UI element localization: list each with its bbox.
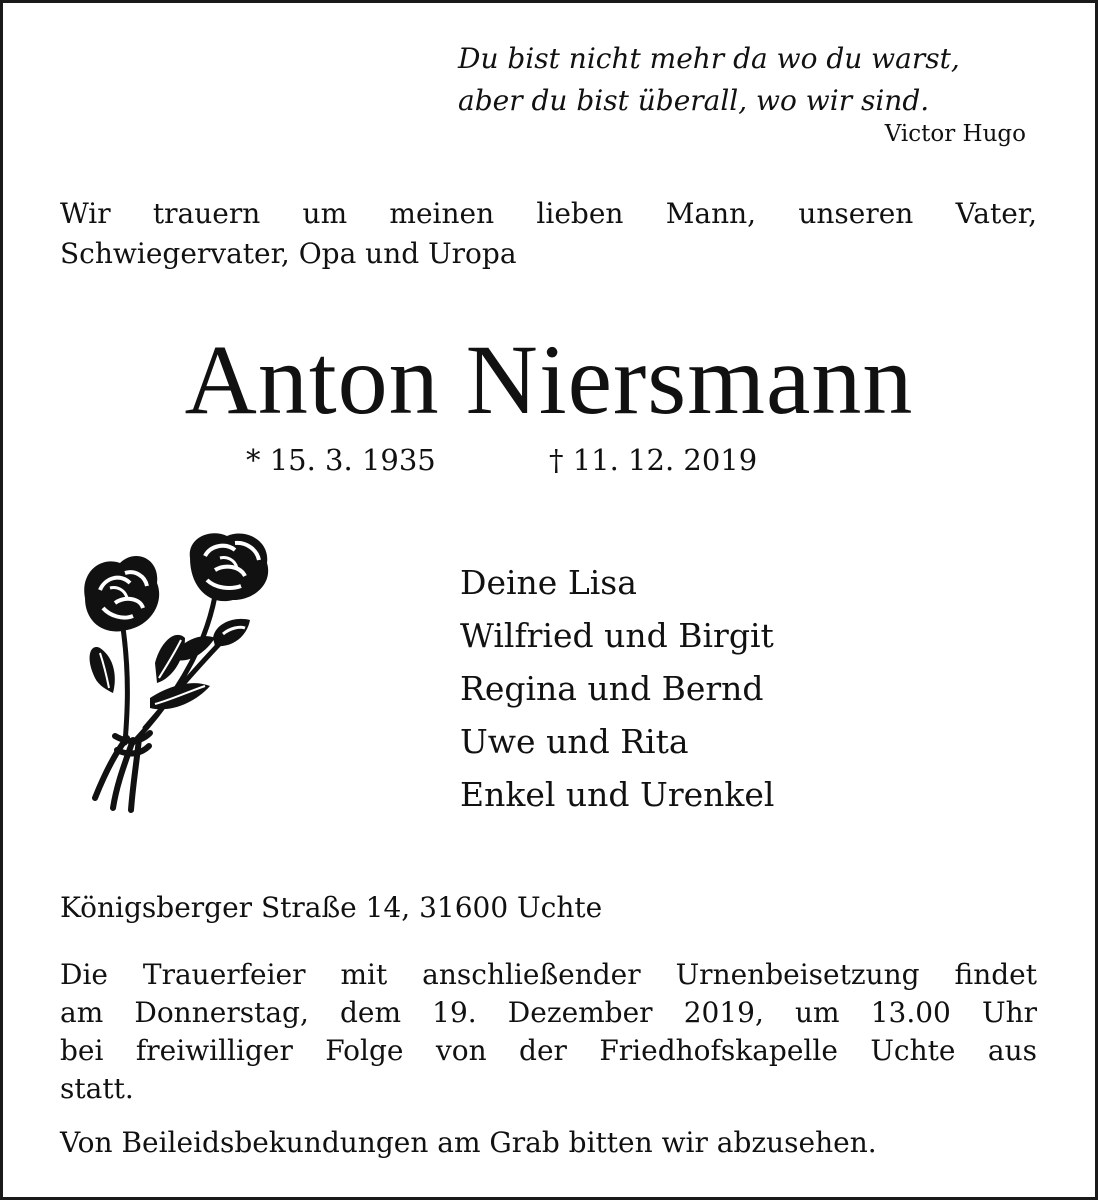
ceremony-line-1: Die Trauerfeier mit anschließender Urnenbeisetzung findet bbox=[60, 958, 1037, 991]
rose-right bbox=[190, 533, 268, 601]
mourner-item: Enkel und Urenkel bbox=[460, 775, 775, 814]
quote-author: Victor Hugo bbox=[884, 121, 1026, 147]
deceased-name: Anton Niersmann bbox=[184, 324, 914, 435]
mourner-item: Uwe und Rita bbox=[460, 722, 689, 761]
birth-date: * 15. 3. 1935 bbox=[246, 443, 436, 477]
roses-icon bbox=[55, 528, 285, 818]
rose-bud bbox=[213, 619, 250, 646]
mourner-item: Deine Lisa bbox=[460, 563, 637, 602]
quote-line-2: aber du bist überall, wo wir sind. bbox=[458, 84, 930, 117]
mourners-list bbox=[460, 556, 774, 821]
quote-block bbox=[420, 38, 1040, 147]
rose-left bbox=[84, 556, 159, 631]
intro-text bbox=[60, 194, 1037, 274]
address: Königsberger Straße 14, 31600 Uchte bbox=[60, 891, 603, 924]
ceremony-notice bbox=[60, 956, 1037, 1108]
intro-line-1: Wir trauern um meinen lieben Mann, unseren Vater, bbox=[60, 197, 1037, 230]
intro-line-2: Schwiegervater, Opa und Uropa bbox=[60, 237, 517, 270]
ceremony-line-4: statt. bbox=[60, 1072, 134, 1105]
ceremony-line-3: bei freiwilliger Folge von der Friedhofskapelle Uchte aus bbox=[60, 1034, 1037, 1067]
death-date: † 11. 12. 2019 bbox=[549, 443, 758, 477]
quote-line-1: Du bist nicht mehr da wo du warst, bbox=[458, 42, 960, 75]
mourner-item: Regina und Bernd bbox=[460, 669, 764, 708]
mourner-item: Wilfried und Birgit bbox=[460, 616, 774, 655]
closing-note: Von Beileidsbekundungen am Grab bitten wir abzusehen. bbox=[60, 1126, 877, 1159]
ceremony-line-2: am Donnerstag, dem 19. Dezember 2019, um 13.00 Uhr bbox=[60, 996, 1037, 1029]
